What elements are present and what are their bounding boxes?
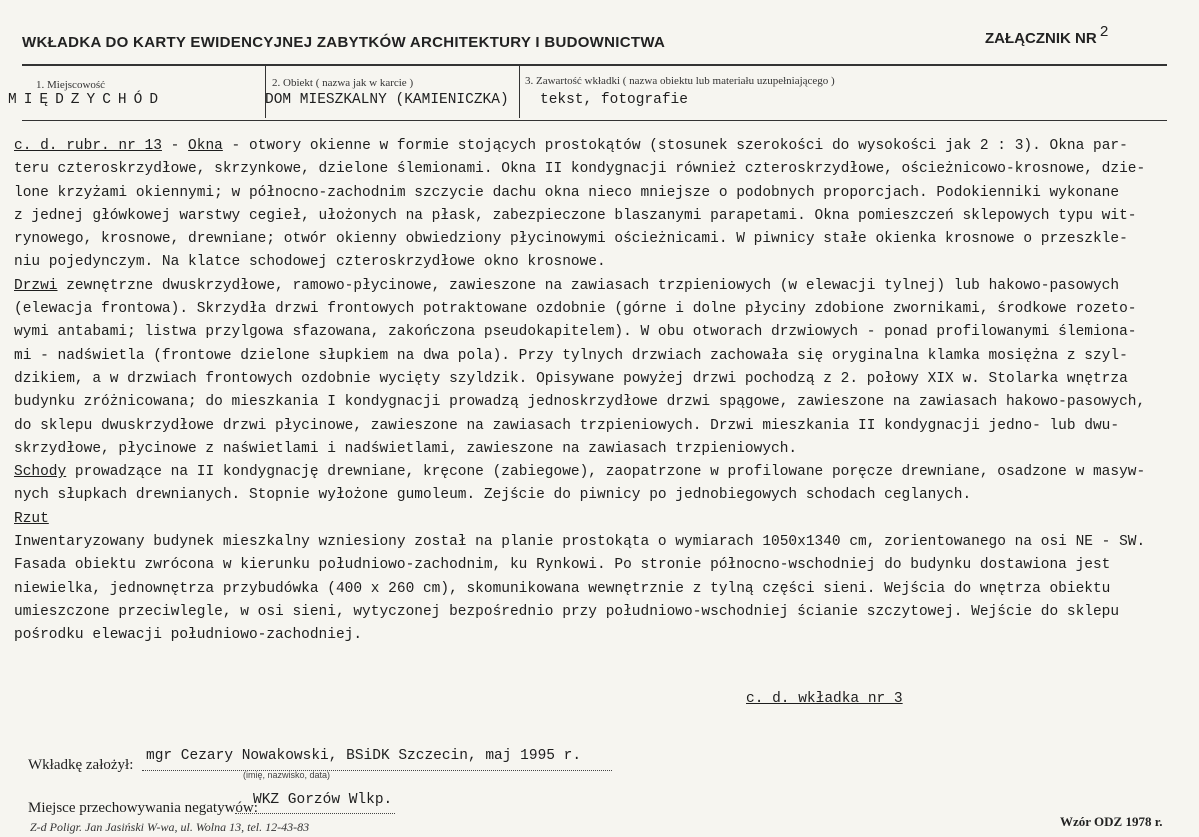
body-line: lone krzyżami okiennymi; w północno-zachodnim szczycie dachu okna nieco mniejsze o podobnych proporcjach. Podokienniki wykonane xyxy=(14,184,1120,201)
header-top-rule xyxy=(22,64,1167,66)
section-ref: c. d. rubr. nr 13 xyxy=(14,138,162,154)
body-line: umieszczone przeciwlegle, w osi sieni, wytyczonej bezpośrednio przy południowo-wschodniej ścianie szczytowej. Wejście do sklepu xyxy=(14,603,1120,620)
form-reference: Wzór ODZ 1978 r. xyxy=(1060,814,1163,829)
body-line: Fasada obiektu zwrócona w kierunku południowo-zachodnim, ku Rynkowi. Po stronie północno-wschodniej do budynku dostawiona jest xyxy=(14,557,1111,574)
negatives-value: WKZ Gorzów Wlkp. xyxy=(253,792,393,808)
body-line: budynku zróżnicowana; do mieszkania I kondygnacji prowadzą jednoskrzydłowe drzwi spągowe, zawieszone na zawiasach hakowo-pasowych, xyxy=(14,394,1146,411)
header-bottom-rule xyxy=(22,120,1167,121)
body-line: z jednej główkowej warstwy cegieł, ułożonych na płask, zabezpieczone blaszanymi parapetami. Okna pomieszczeń sklepowych typu wit- xyxy=(14,207,1137,224)
author-dotted-line xyxy=(142,770,612,771)
locality-value: MIĘDZYCHÓD xyxy=(8,92,166,108)
body-line: Inwentaryzowany budynek mieszkalny wzniesiony został na planie prostokąta o wymiarach 1050x1340 cm, zorientowanego na osi NE - SW. xyxy=(14,534,1146,551)
body-line xyxy=(14,135,1199,158)
body-line: nych słupkach drewnianych. Stopnie wyłożone gumoleum. Zejście do piwnicy po jednobiegowych schodach ceglanych. xyxy=(14,487,972,504)
negatives-dotted-line xyxy=(235,813,395,814)
body-line: teru czteroskrzydłowe, skrzynkowe, dzielone ślemionami. Okna II kondygnacji również czteroskrzydłowe, ościeżnicowo-krosnowe, dzie- xyxy=(14,161,1146,178)
body-line: pośrodku elewacji południowo-zachodniej. xyxy=(14,627,363,644)
author-label: Wkładkę założył: xyxy=(28,757,134,773)
annex-label xyxy=(985,24,1109,47)
author-hint: (imię, nazwisko, data) xyxy=(243,770,331,780)
body-text-segment: prowadzące na II kondygnację drewniane, kręcone (zabiegowe), zaopatrzone w profilowane poręcze drewniane, osadzone w masyw- xyxy=(66,464,1146,481)
body-text-segment: zewnętrzne dwuskrzydłowe, ramowo-płycinowe, zawieszone na zawiasach trzpieniowych (w elewacji tylnej) lub hakowo-pasowych xyxy=(57,277,1120,294)
heading-rzut: Rzut xyxy=(14,510,49,527)
body-line xyxy=(14,508,1199,531)
body-line: do sklepu dwuskrzydłowe drzwi płycinowe, zawieszone na zawiasach trzpieniowych. Drzwi mieszkania II kondygnacji jedno- lub dwu- xyxy=(14,417,1120,434)
separator: - xyxy=(161,138,189,154)
heading-okna: Okna xyxy=(188,138,223,154)
printer-info: Z-d Poligr. Jan Jasiński W-wa, ul. Wolna 13, tel. 12-43-83 xyxy=(30,820,310,834)
description-text xyxy=(14,135,1199,648)
body-line: skrzydłowe, płycinowe z naświetlami i nadświetlami, zawieszone na zawiasach trzpieniowych. xyxy=(14,440,798,457)
object-value: DOM MIESZKALNY (KAMIENICZKA) xyxy=(265,92,509,108)
content-value: tekst, fotografie xyxy=(540,92,688,108)
body-line: (elewacja frontowa). Skrzydła drzwi frontowych potraktowane ozdobnie (górne i dolne płyciny zdobione zwornikami, środkowe rozeto- xyxy=(14,301,1137,318)
body-line: dzikiem, a w drzwiach frontowych ozdobnie wycięty szyldzik. Opisywane powyżej drzwi pochodzą z 2. połowy XIX w. Stolarka wnętrza xyxy=(14,370,1128,387)
annex-number: 2 xyxy=(1099,24,1109,41)
heading-drzwi: Drzwi xyxy=(14,277,58,294)
body-line: niewielka, jednownętrza przybudówka (400 x 260 cm), skomunikowana wewnętrznie z tylną części sieni. Wejścia do wnętrza obiektu xyxy=(14,580,1111,597)
body-line: niu pojedynczym. Na klatce schodowej czteroskrzydłowe okno krosnowe. xyxy=(14,254,606,271)
content-label: 3. Zawartość wkładki ( nazwa obiektu lub materiału uzupełniającego ) xyxy=(525,75,835,87)
body-line: wymi antabami; listwa przylgowa sfazowana, zakończona pseudokapitelem). W obu otworach drzwiowych - ponad profilowanymi ślemiona- xyxy=(14,324,1137,341)
form-title: WKŁADKA DO KARTY EWIDENCYJNEJ ZABYTKÓW ARCHITEKTURY I BUDOWNICTWA xyxy=(22,34,666,51)
negatives-label: Miejsce przechowywania negatywów: xyxy=(28,800,258,816)
locality-label: 1. Miejscowość xyxy=(36,79,106,91)
annex-label-text: ZAŁĄCZNIK NR xyxy=(985,30,1097,47)
body-line: rynowego, krosnowe, drewniane; otwór okienny obwiedziony płycinowymi ościeżnicami. W piwnicy stałe okienka krosnowe o przeszkle- xyxy=(14,231,1128,248)
body-line: mi - nadświetla (frontowe dzielone słupkiem na dwa pola). Przy tylnych drzwiach zachowała się oryginalna klamka mosiężna z szyl- xyxy=(14,347,1128,364)
body-line xyxy=(14,461,1199,484)
field-divider-2 xyxy=(519,66,520,118)
body-text-segment: - otwory okienne w formie stojących prostokątów (stosunek szerokości do wysokości jak 2 : 3). Okna par- xyxy=(222,138,1128,154)
author-value: mgr Cezary Nowakowski, BSiDK Szczecin, maj 1995 r. xyxy=(146,748,582,764)
continued-note: c. d. wkładka nr 3 xyxy=(746,691,903,707)
body-line xyxy=(14,275,1199,298)
heading-schody: Schody xyxy=(14,464,67,481)
object-label: 2. Obiekt ( nazwa jak w karcie ) xyxy=(272,77,414,89)
